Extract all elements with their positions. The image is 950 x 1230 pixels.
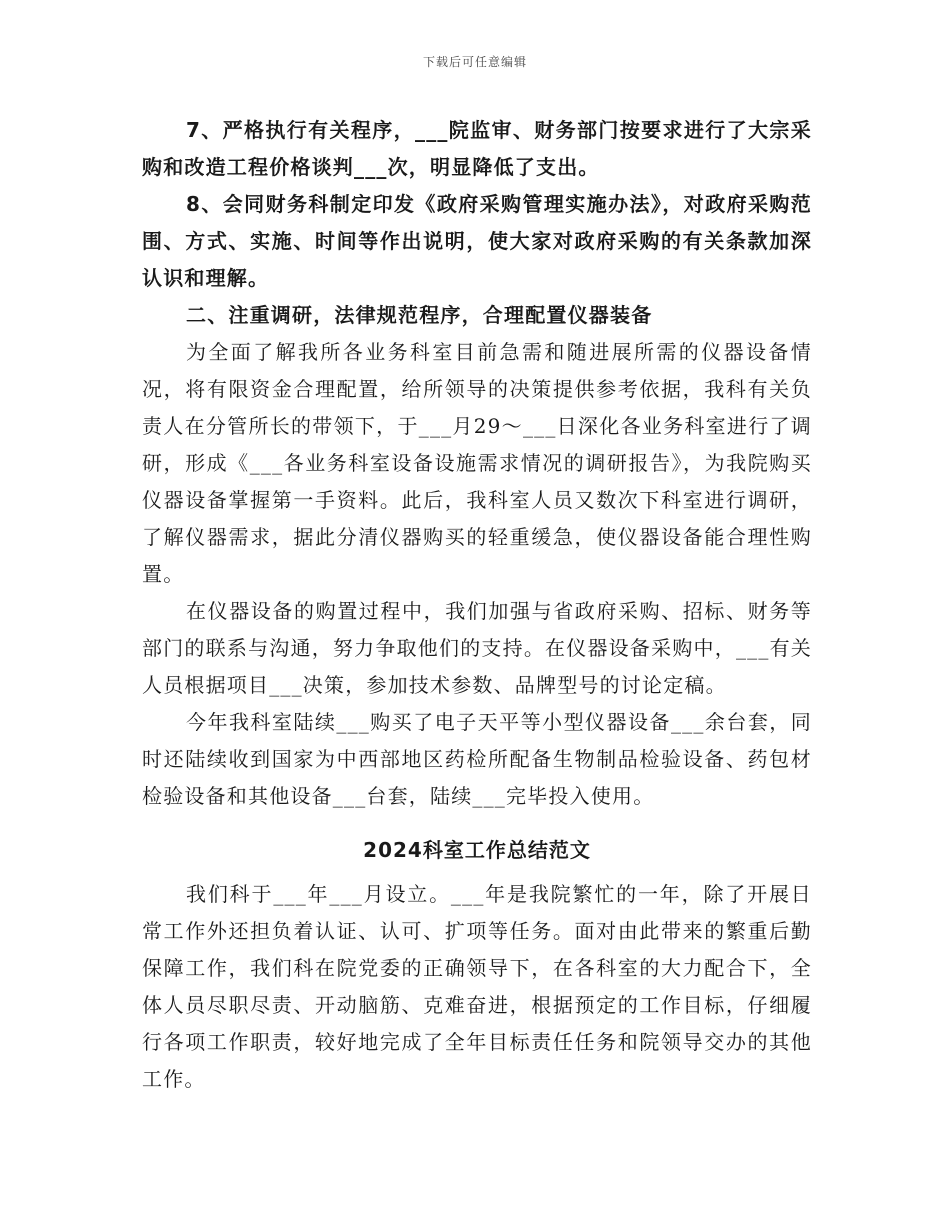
section-2-heading: 二、注重调研，法律规范程序，合理配置仪器装备 [186,303,653,327]
intro-paragraph: 我们科于___年___月设立。___年是我院繁忙的一年，除了开展日常工作外还担负着认证、认可、扩项等任务。面对由此带来的繁重后勤保障工作，我们科在院党委的正确领导下，在各科室的大力配合下，全体人员尽职尽责、开动脑筋、克难奋进，根据预定的工作目标，仔细履行各项工作职责，较好地完成了全年目标责任任务和院领导交办的其他工作。 [142,882,812,1091]
item-7-paragraph: 7、严格执行有关程序，___院监审、财务部门按要求进行了大宗采购和改造工程价格谈判___次，明显降低了支出。 [142,118,812,179]
section-2-paragraph-1: 为全面了解我所各业务科室目前急需和随进展所需的仪器设备情况，将有限资金合理配置，给所领导的决策提供参考依据，我科有关负责人在分管所长的带领下，于___月29～___日深化各业务科室进行了调研，形成《___各业务科室设备设施需求情况的调研报告》，为我院购买仪器设备掌握第一手资料。此后，我科室人员又数次下科室进行调研，了解仪器需求，据此分清仪器购买的轻重缓急，使仪器设备能合理性购置。 [142,340,812,586]
section-2-paragraph-2: 在仪器设备的购置过程中，我们加强与省政府采购、招标、财务等部门的联系与沟通，努力争取他们的支持。在仪器设备采购中，___有关人员根据项目___决策，参加技术参数、品牌型号的讨论定稿。 [142,599,812,697]
document-body [142,112,812,1098]
document-title: 2024科室工作总结范文 [363,838,591,862]
page-header: 下载后可任意编辑 [422,55,527,69]
item-8-paragraph: 8、会同财务科制定印发《政府采购管理实施办法》，对政府采购范围、方式、实施、时间等作出说明，使大家对政府采购的有关条款加深认识和理解。 [142,192,812,290]
section-2-paragraph-3: 今年我科室陆续___购买了电子天平等小型仪器设备___余台套，同时还陆续收到国家为中西部地区药检所配备生物制品检验设备、药包材检验设备和其他设备___台套，陆续___完毕投入使用。 [142,710,812,808]
